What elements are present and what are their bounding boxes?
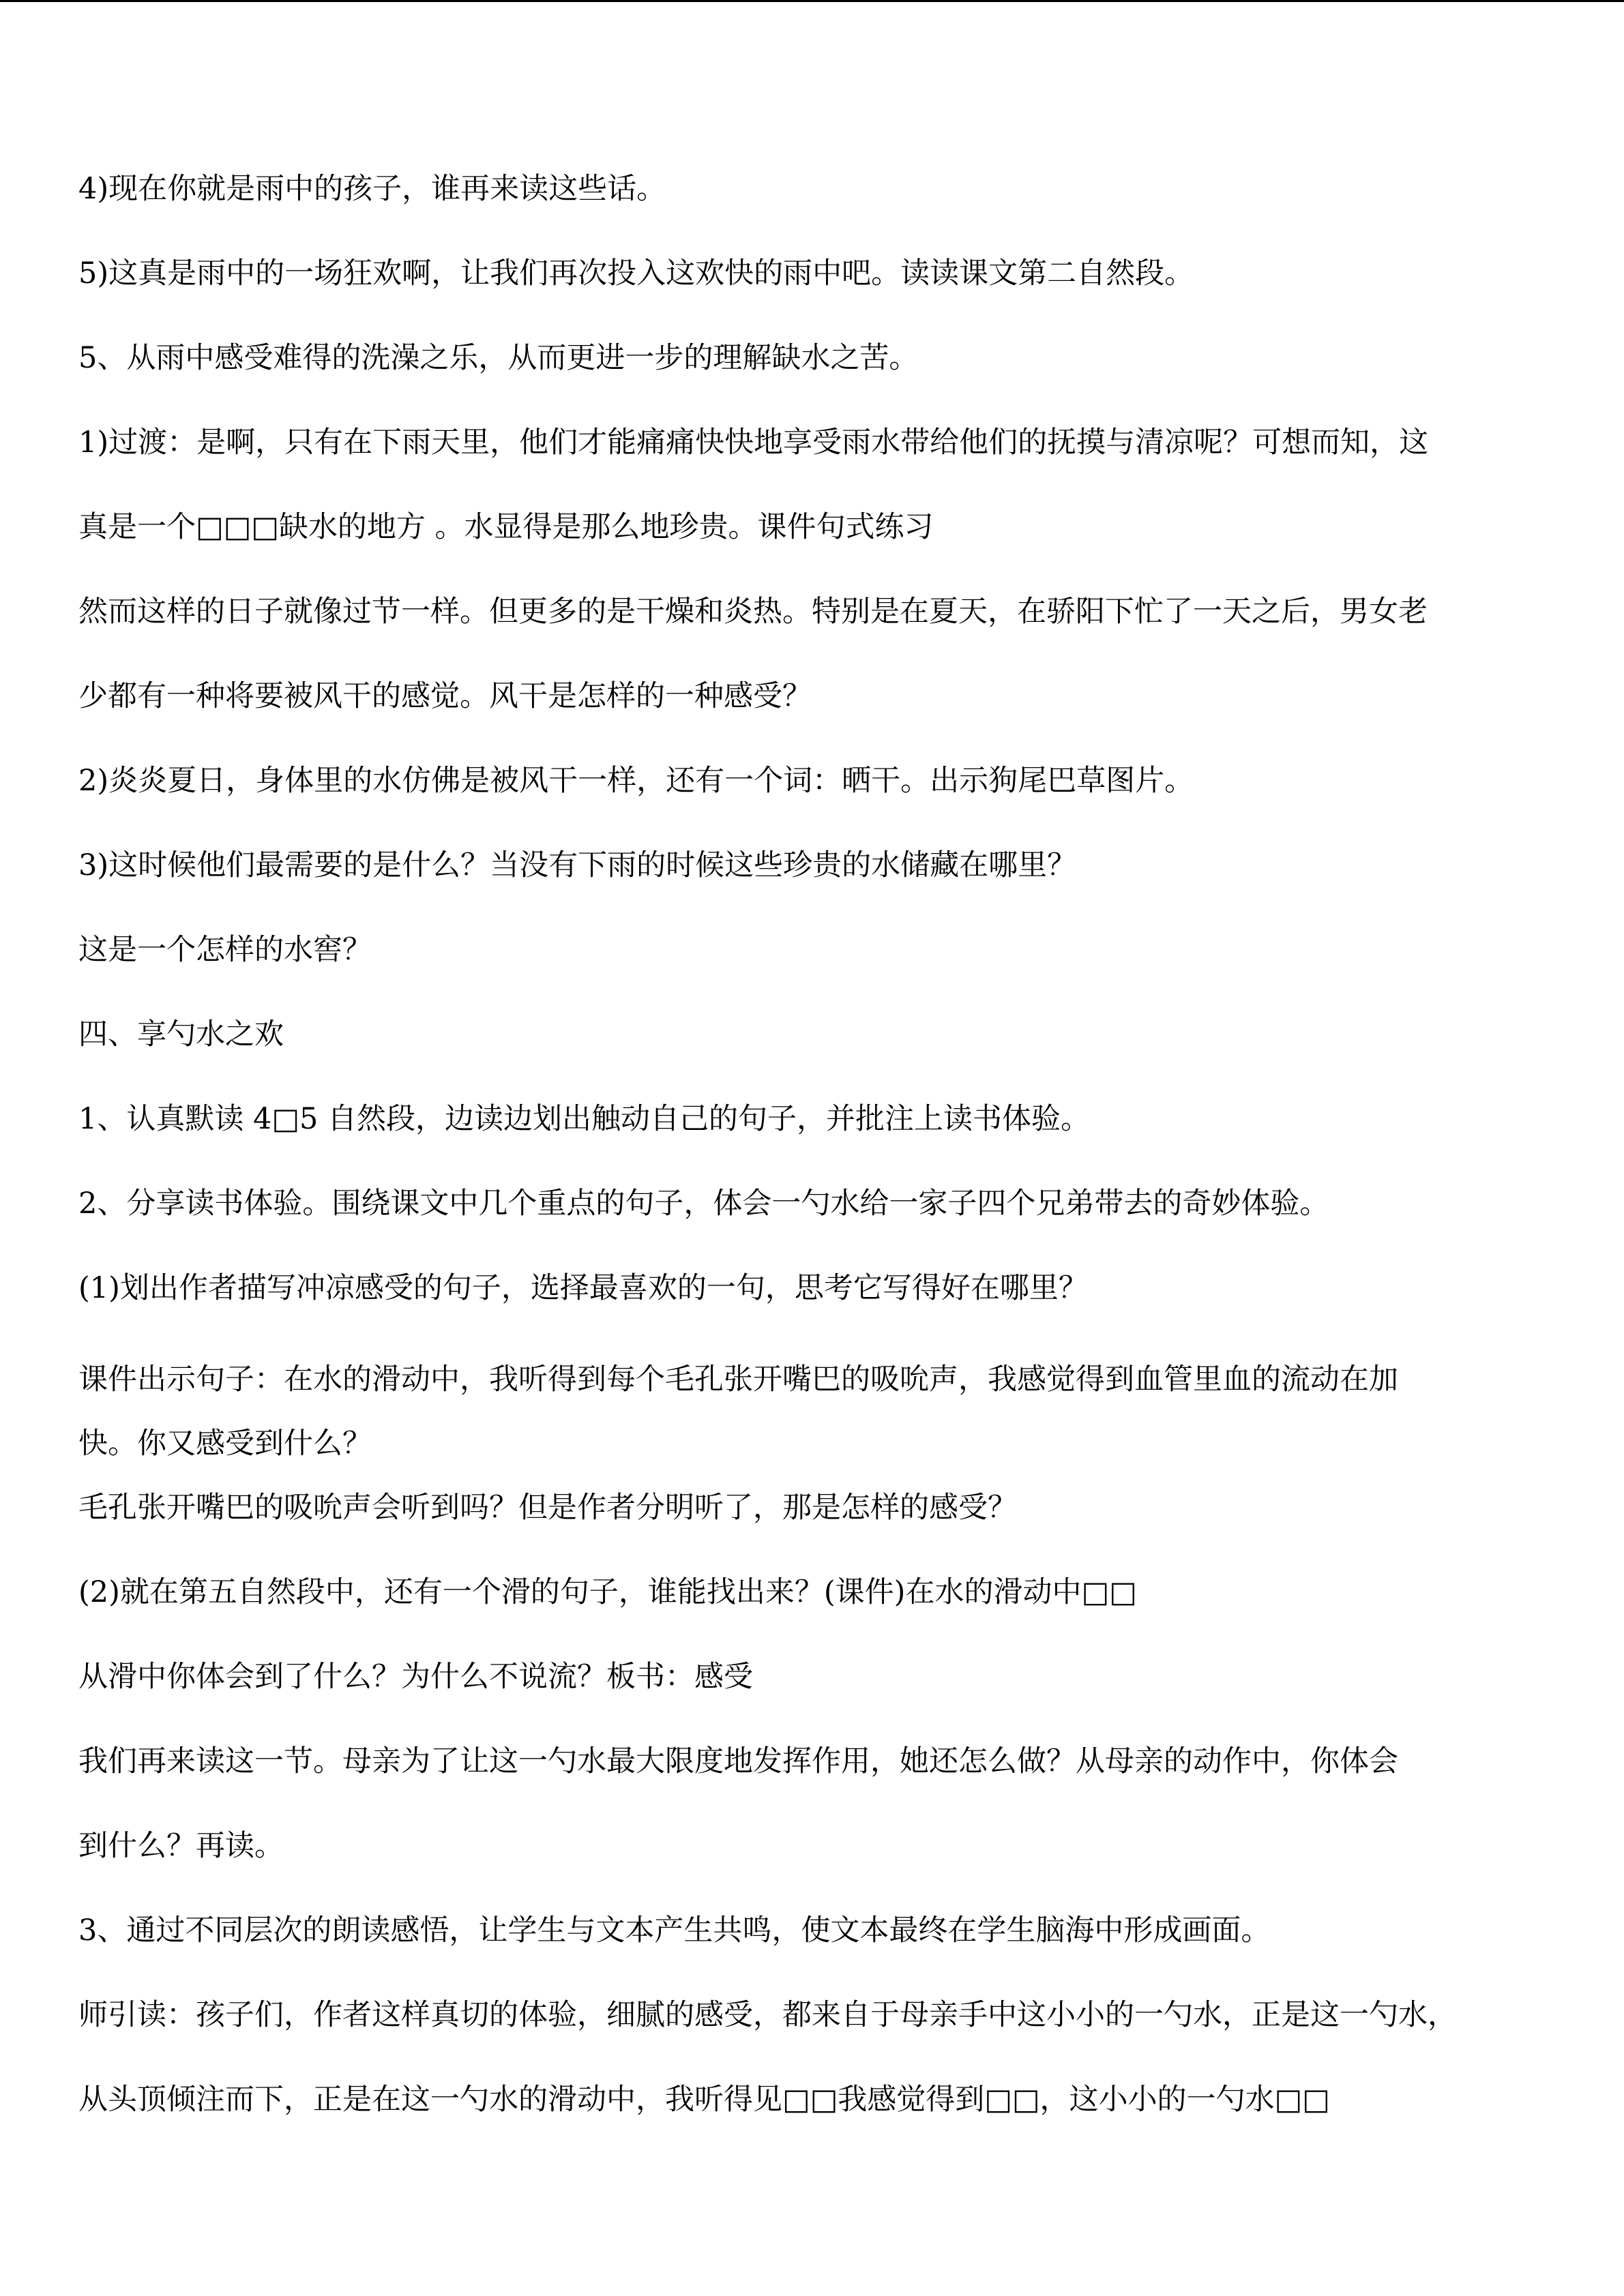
text-line: 师引读：孩子们，作者这样真切的体验，细腻的感受，都来自于母亲手中这小小的一勺水，正是这一勺水， xyxy=(78,1998,1457,2032)
text-line: 5)这真是雨中的一场狂欢啊，让我们再次投入这欢快的雨中吧。读读课文第二自然段。 xyxy=(78,256,1194,290)
text-line: 1)过渡：是啊，只有在下雨天里，他们才能痛痛快快地享受雨水带给他们的抚摸与清凉呢？可想而知，这 xyxy=(78,426,1429,460)
text-line: 快。你又感受到什么？ xyxy=(78,1427,372,1461)
section-heading: 四、享勺水之欢 xyxy=(78,1017,284,1052)
text-line: 然而这样的日子就像过节一样。但更多的是干燥和炎热。特别是在夏天，在骄阳下忙了一天之后，男女老 xyxy=(78,595,1428,629)
text-line: 课件出示句子：在水的滑动中，我听得到每个毛孔张开嘴巴的吸吮声，我感觉得到血管里血的流动在加 xyxy=(78,1362,1398,1397)
page-top-border xyxy=(0,0,1624,2)
text-line: 毛孔张开嘴巴的吸吮声会听到吗？但是作者分明听了，那是怎样的感受？ xyxy=(78,1491,1017,1525)
text-line: 3、通过不同层次的朗读感悟，让学生与文本产生共鸣，使文本最终在学生脑海中形成画面。 xyxy=(78,1913,1271,1948)
text-line: (1)划出作者描写冲凉感受的句子，选择最喜欢的一句，思考它写得好在哪里？ xyxy=(78,1271,1088,1305)
text-line: 4)现在你就是雨中的孩子，谁再来读这些话。 xyxy=(78,172,666,206)
text-line: 2)炎炎夏日，身体里的水仿佛是被风干一样，还有一个词：晒干。出示狗尾巴草图片。 xyxy=(78,764,1194,798)
text-line: 1、认真默读 4□5 自然段，边读边划出触动自己的句子，并批注上读书体验。 xyxy=(78,1102,1091,1136)
text-line: 2、分享读书体验。围绕课文中几个重点的句子，体会一勺水给一家子四个兄弟带去的奇妙体验。 xyxy=(78,1187,1329,1221)
text-line: 到什么？再读。 xyxy=(78,1829,284,1863)
text-line: 真是一个□□□缺水的地方 。水显得是那么地珍贵。课件句式练习 xyxy=(78,510,934,544)
section-heading: 5、从雨中感受难得的洗澡之乐，从而更进一步的理解缺水之苦。 xyxy=(78,341,919,375)
text-line: 少都有一种将要被风干的感觉。风干是怎样的一种感受？ xyxy=(78,679,812,713)
text-line: 从头顶倾注而下，正是在这一勺水的滑动中，我听得见□□我感觉得到□□，这小小的一勺水□□ xyxy=(78,2083,1330,2117)
text-line: (2)就在第五自然段中，还有一个滑的句子，谁能找出来？(课件)在水的滑动中□□ xyxy=(78,1575,1137,1609)
text-line: 3)这时候他们最需要的是什么？当没有下雨的时候这些珍贵的水储藏在哪里？ xyxy=(78,848,1077,882)
text-line: 这是一个怎样的水窖？ xyxy=(78,933,372,967)
text-line: 我们再来读这一节。母亲为了让这一勺水最大限度地发挥作用，她还怎么做？从母亲的动作中，你体会 xyxy=(78,1744,1398,1778)
text-line: 从滑中你体会到了什么？为什么不说流？板书：感受 xyxy=(78,1660,753,1694)
